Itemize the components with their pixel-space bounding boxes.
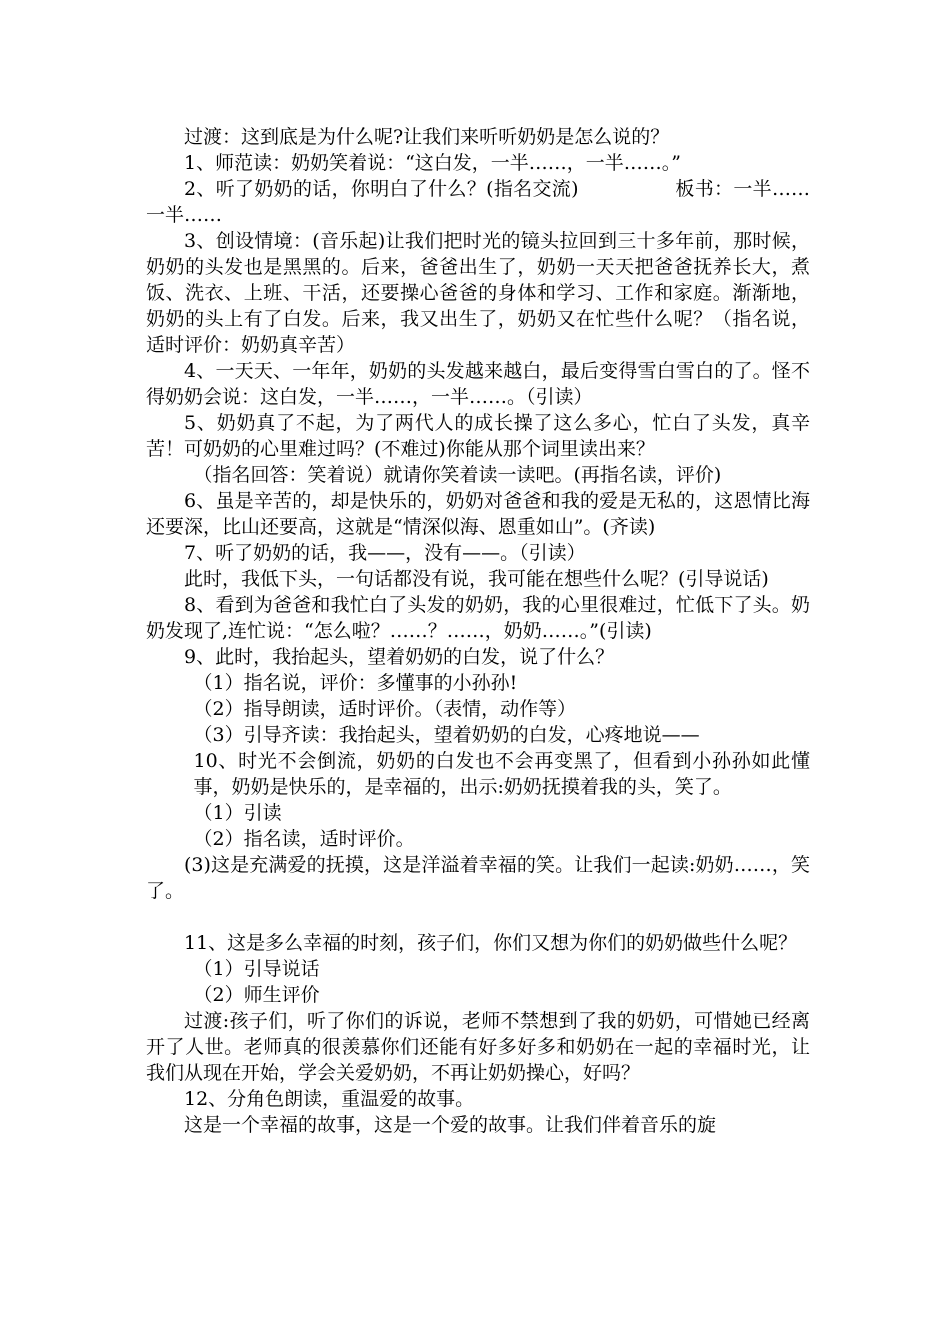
paragraph-step-12: 12、分角色朗读，重温爱的故事。 [184,1088,475,1110]
paragraph-step-10-sub-3: (3)这是充满爱的抚摸，这是洋溢着幸福的笑。让我们一起读:奶奶……，笑了。 [146,854,810,902]
blank-line [146,904,810,930]
paragraph-step-10: 10、时光不会倒流，奶奶的白发也不会再变黑了，但看到小孙孙如此懂事，奶奶是快乐的，是幸福的，出示:奶奶抚摸着我的头，笑了。 [193,750,810,798]
paragraph-closing: 这是一个幸福的故事，这是一个爱的故事。让我们伴着音乐的旋 [184,1114,717,1136]
paragraph-transition-1: 过渡：这到底是为什么呢?让我们来听听奶奶是怎么说的？ [184,126,670,148]
paragraph-step-6: 6、虽是辛苦的，却是快乐的，奶奶对爸爸和我的爱是无私的，这恩情比海还要深，比山还要高，这就是“情深似海、恩重如山”。(齐读) [146,490,810,538]
paragraph-step-10-sub-2: （2）指名读，适时评价。 [193,828,415,850]
paragraph-step-11-sub-1: （1）引导说话 [193,958,320,980]
document-body [146,124,810,1138]
paragraph-step-3: 3、创设情境：(音乐起)让我们把时光的镜头拉回到三十多年前，那时候，奶奶的头发也是黑黑的。后来，爸爸出生了，奶奶一天天把爸爸抚养长大，煮饭、洗衣、上班、干活，还要操心爸爸的身体和学习、工作和家庭。渐渐地，奶奶的头上有了白发。后来，我又出生了，奶奶又在忙些什么呢？（指名说，适时评价：奶奶真辛苦） [146,230,810,356]
paragraph-step-10-sub-1: （1）引读 [193,802,282,824]
paragraph-step-11: 11、这是多么幸福的时刻，孩子们，你们又想为你们的奶奶做些什么呢？ [184,932,798,954]
paragraph-step-9: 9、此时，我抬起头，望着奶奶的白发，说了什么？ [184,646,615,668]
paragraph-step-5: 5、奶奶真了不起，为了两代人的成长操了这么多心，忙白了头发，真辛苦！可奶奶的心里难过吗？(不难过)你能从那个词里读出来？ [146,412,810,460]
paragraph-step-9-sub-1: （1）指名说，评价：多懂事的小孙孙! [193,672,518,694]
paragraph-step-1: 1、师范读：奶奶笑着说：“这白发，一半……，一半……。” [184,152,682,174]
paragraph-step-7-followup: 此时，我低下头，一句话都没有说，我可能在想些什么呢？(引导说话) [184,568,769,590]
paragraph-step-2: 2、听了奶奶的话，你明白了什么？(指名交流) 板书：一半……一半…… [146,178,810,226]
paragraph-transition-2: 过渡:孩子们，听了你们的诉说，老师不禁想到了我的奶奶，可惜她已经离开了人世。老师真的很羡慕你们还能有好多好多和奶奶在一起的幸福时光，让我们从现在开始，学会关爱奶奶，不再让奶奶操心，好吗？ [146,1010,810,1084]
paragraph-step-8: 8、看到为爸爸和我忙白了头发的奶奶，我的心里很难过，忙低下了头。奶奶发现了,连忙说：“怎么啦？……？……，奶奶……。”(引读) [146,594,810,642]
paragraph-step-9-sub-3: （3）引导齐读：我抬起头，望着奶奶的白发，心疼地说—— [193,724,700,746]
paragraph-step-9-sub-2: （2）指导朗读，适时评价。（表情，动作等） [193,698,577,720]
paragraph-step-4: 4、一天天、一年年，奶奶的头发越来越白，最后变得雪白雪白的了。怪不得奶奶会说：这白发，一半……，一半……。（引读） [146,360,810,408]
paragraph-step-5-followup: （指名回答：笑着说）就请你笑着读一读吧。(再指名读，评价) [193,464,722,486]
paragraph-step-11-sub-2: （2）师生评价 [193,984,320,1006]
paragraph-step-7: 7、听了奶奶的话，我——，没有——。（引读） [184,542,586,564]
